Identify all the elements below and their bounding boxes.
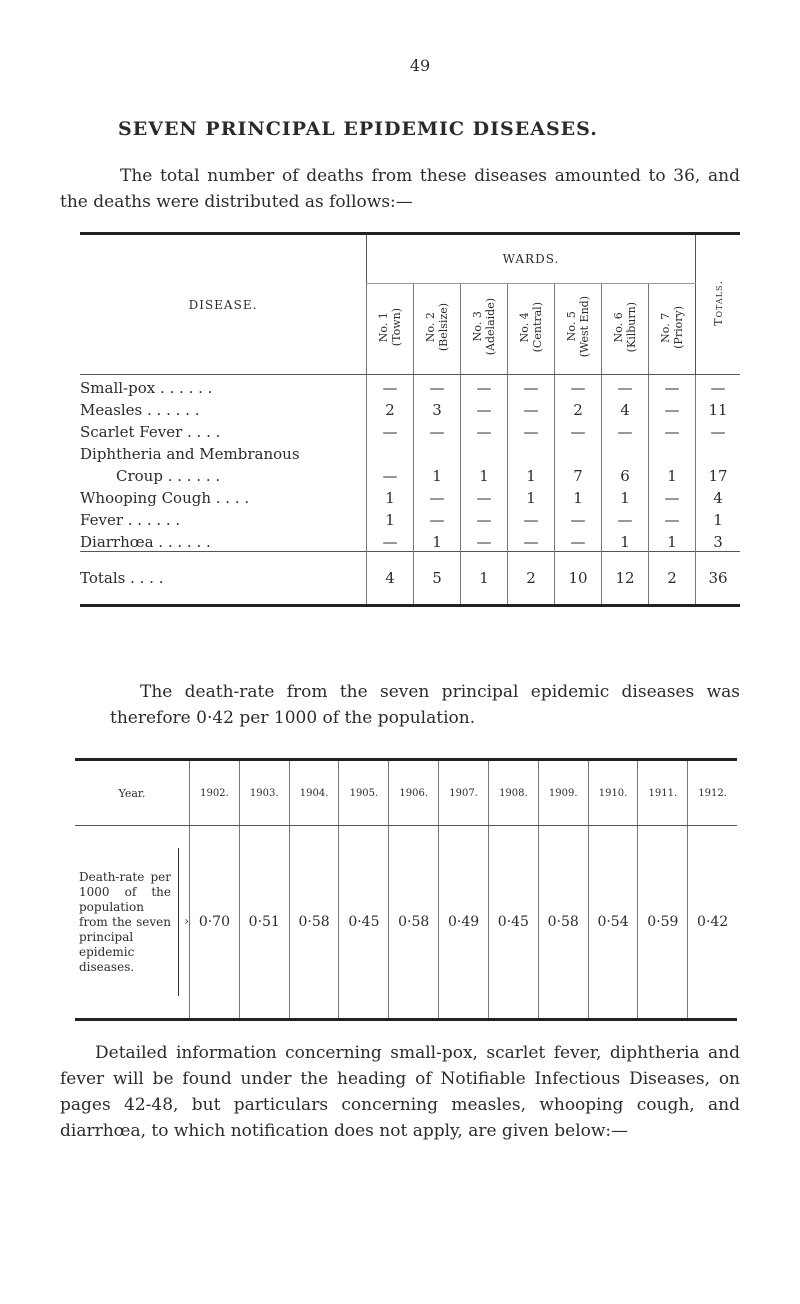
- ward-total-cell: 10: [555, 552, 602, 606]
- ward-cell: —: [555, 375, 602, 398]
- ward-cell: —: [649, 485, 696, 507]
- disease-name: Scarlet Fever . . . .: [80, 423, 221, 441]
- ward-cell: [414, 441, 461, 463]
- ward-cell: 1: [461, 463, 508, 485]
- deathrate-value: 0·58: [389, 826, 439, 1020]
- ward-cell: [555, 441, 602, 463]
- wards-header: WARDS.: [367, 234, 696, 284]
- ward-total-cell: 2: [649, 552, 696, 606]
- year-cell: 1911.: [638, 760, 688, 826]
- ward-cell: 1: [602, 485, 649, 507]
- ward-cell: [649, 441, 696, 463]
- ward-header: No. 5 (West End): [555, 284, 602, 375]
- ward-cell: 6: [602, 463, 649, 485]
- totals-header: Totals.: [696, 234, 741, 375]
- ward-cell: 1: [367, 507, 414, 529]
- page-number: 49: [409, 56, 431, 75]
- year-header: Year.: [75, 760, 190, 826]
- ward-cell: —: [649, 375, 696, 398]
- ward-total-cell: 12: [602, 552, 649, 606]
- disease-name: Croup . . . . . .: [116, 467, 221, 485]
- ward-header: No. 6 (Kilburn): [602, 284, 649, 375]
- intro-paragraph: The total number of deaths from these diseases amounted to 36, and the deaths were distributed as follows:—: [60, 166, 740, 212]
- deathrate-value: 0·70: [190, 826, 240, 1020]
- ward-header: No. 7 (Priory): [649, 284, 696, 375]
- ward-cell: 1: [508, 463, 555, 485]
- ward-cell: 2: [555, 397, 602, 419]
- total-cell: 1: [696, 507, 741, 529]
- detail-paragraph: Detailed information concerning small-pox, scarlet fever, diphtheria and fever will be found under the heading of Notifiable Infectious Diseases, on pages 42-48, but particulars concerning measles, whooping cough, and diarrhœa, to which notification does not apply, are given below:—: [60, 1043, 740, 1141]
- ward-cell: —: [367, 463, 414, 485]
- ward-cell: —: [461, 419, 508, 441]
- total-cell: —: [696, 375, 741, 398]
- ward-cell: 1: [649, 463, 696, 485]
- disease-header: DISEASE.: [80, 234, 367, 375]
- disease-name: Whooping Cough . . . .: [80, 489, 250, 507]
- deathrate-value: 0·51: [239, 826, 289, 1020]
- ward-cell: —: [555, 507, 602, 529]
- ward-cell: —: [461, 397, 508, 419]
- ward-cell: 1: [649, 529, 696, 552]
- deathrate-value: 0·42: [688, 826, 737, 1020]
- ward-cell: 3: [414, 397, 461, 419]
- ward-cell: —: [461, 507, 508, 529]
- ward-cell: —: [602, 375, 649, 398]
- disease-name: Measles . . . . . .: [80, 401, 200, 419]
- disease-name: Small-pox . . . . . .: [80, 379, 213, 397]
- ward-cell: [602, 441, 649, 463]
- deathrate-by-year-table: [75, 758, 737, 1021]
- ward-cell: —: [649, 507, 696, 529]
- ward-cell: 1: [508, 485, 555, 507]
- total-cell: 11: [696, 397, 741, 419]
- ward-cell: —: [461, 485, 508, 507]
- ward-total-cell: 4: [367, 552, 414, 606]
- ward-cell: —: [508, 529, 555, 552]
- ward-cell: 2: [367, 397, 414, 419]
- table-row: [80, 441, 740, 463]
- ward-cell: 1: [414, 529, 461, 552]
- ward-cell: 1: [555, 485, 602, 507]
- deathrate-value: 0·59: [638, 826, 688, 1020]
- ward-cell: —: [414, 375, 461, 398]
- ward-cell: 1: [414, 463, 461, 485]
- table-row: [80, 507, 740, 529]
- ward-cell: —: [649, 397, 696, 419]
- ward-cell: —: [602, 507, 649, 529]
- table-row: [80, 397, 740, 419]
- ward-cell: 7: [555, 463, 602, 485]
- deathrate-value: 0·49: [439, 826, 489, 1020]
- section-title: SEVEN PRINCIPAL EPIDEMIC DISEASES.: [118, 118, 598, 140]
- ward-header: No. 1 (Town): [367, 284, 414, 375]
- ward-cell: 1: [367, 485, 414, 507]
- year-cell: 1906.: [389, 760, 439, 826]
- ward-cell: —: [602, 419, 649, 441]
- table-row: [80, 419, 740, 441]
- disease-name: Diarrhœa . . . . . .: [80, 533, 211, 551]
- disease-name: Diphtheria and Membranous: [80, 445, 300, 463]
- total-cell: [696, 441, 741, 463]
- ward-cell: —: [461, 375, 508, 398]
- ward-cell: —: [555, 419, 602, 441]
- ward-cell: [367, 441, 414, 463]
- year-cell: 1912.: [688, 760, 737, 826]
- year-cell: 1903.: [239, 760, 289, 826]
- deathrate-value: 0·54: [588, 826, 638, 1020]
- ward-cell: —: [508, 507, 555, 529]
- ward-cell: —: [508, 419, 555, 441]
- deaths-by-ward-table: [80, 232, 740, 607]
- deathrate-value: 0·45: [339, 826, 389, 1020]
- totals-label: Totals . . . .: [80, 552, 367, 606]
- ward-cell: —: [367, 375, 414, 398]
- total-cell: —: [696, 419, 741, 441]
- deathrate-value: 0·45: [488, 826, 538, 1020]
- ward-cell: 1: [602, 529, 649, 552]
- ward-cell: 4: [602, 397, 649, 419]
- deathrate-paragraph: The death-rate from the seven principal epidemic diseases was therefore 0·42 per 1000 of the population.: [110, 682, 740, 728]
- year-cell: 1908.: [488, 760, 538, 826]
- ward-total-cell: 1: [461, 552, 508, 606]
- table-row: [80, 463, 740, 485]
- ward-cell: —: [414, 507, 461, 529]
- ward-cell: —: [414, 419, 461, 441]
- ward-header: No. 4 (Central): [508, 284, 555, 375]
- ward-cell: —: [649, 419, 696, 441]
- year-cell: 1905.: [339, 760, 389, 826]
- table-row: [80, 375, 740, 398]
- grand-total-cell: 36: [696, 552, 741, 606]
- ward-cell: [508, 441, 555, 463]
- ward-total-cell: 2: [508, 552, 555, 606]
- ward-cell: —: [555, 529, 602, 552]
- deathrate-value: 0·58: [289, 826, 339, 1020]
- year-cell: 1909.: [538, 760, 588, 826]
- deathrate-row-label: Death-rate per 1000 of the population from the seven principal epidemic diseases. ›: [75, 826, 190, 1020]
- ward-header: No. 3 (Adelaide): [461, 284, 508, 375]
- totals-row: [80, 552, 740, 606]
- ward-cell: —: [508, 397, 555, 419]
- table-row: [80, 485, 740, 507]
- ward-total-cell: 5: [414, 552, 461, 606]
- total-cell: 4: [696, 485, 741, 507]
- table-row: [80, 529, 740, 552]
- total-cell: 3: [696, 529, 741, 552]
- brace-glyph: [174, 848, 179, 996]
- ward-cell: [461, 441, 508, 463]
- ward-cell: —: [367, 529, 414, 552]
- ward-cell: —: [461, 529, 508, 552]
- ward-header: No. 2 (Belsize): [414, 284, 461, 375]
- year-cell: 1902.: [190, 760, 240, 826]
- year-cell: 1907.: [439, 760, 489, 826]
- year-cell: 1910.: [588, 760, 638, 826]
- ward-cell: —: [414, 485, 461, 507]
- year-cell: 1904.: [289, 760, 339, 826]
- deathrate-value: 0·58: [538, 826, 588, 1020]
- total-cell: 17: [696, 463, 741, 485]
- ward-cell: —: [508, 375, 555, 398]
- disease-name: Fever . . . . . .: [80, 511, 181, 529]
- ward-cell: —: [367, 419, 414, 441]
